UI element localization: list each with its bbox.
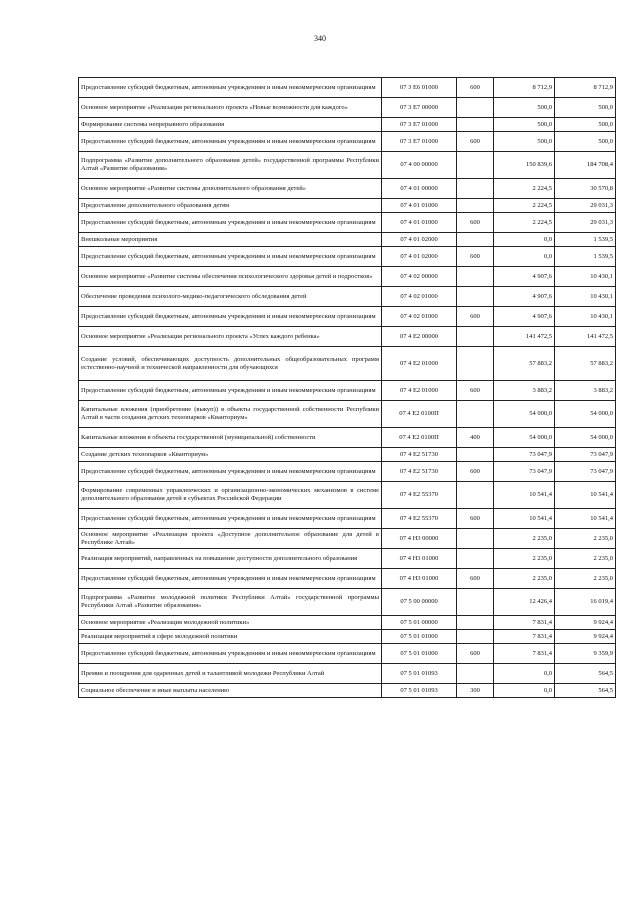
table-row <box>79 644 616 664</box>
row-amount-2: 8 712,9 <box>555 78 616 98</box>
row-code: 07 3 E7 01000 <box>382 132 457 152</box>
row-expense-type <box>457 347 494 381</box>
row-amount-2: 564,5 <box>555 664 616 684</box>
row-name: Предоставление субсидий бюджетным, автономным учреждениям и иным некоммерческим организациям <box>79 509 382 529</box>
row-code: 07 4 Н3 00000 <box>382 529 457 549</box>
row-code: 07 4 E2 00000 <box>382 327 457 347</box>
row-code: 07 4 E2 01000 <box>382 347 457 381</box>
row-amount-1: 2 235,0 <box>494 569 555 589</box>
row-name: Основное мероприятие «Развитие системы обеспечения психологического здоровья детей и подростков» <box>79 267 382 287</box>
row-amount-2: 10 430,1 <box>555 307 616 327</box>
row-expense-type: 600 <box>457 247 494 267</box>
row-amount-1: 57 883,2 <box>494 347 555 381</box>
row-amount-1: 2 235,0 <box>494 529 555 549</box>
row-expense-type: 600 <box>457 78 494 98</box>
row-amount-1: 4 907,6 <box>494 307 555 327</box>
row-amount-2: 9 359,9 <box>555 644 616 664</box>
table-row <box>79 509 616 529</box>
table-row <box>79 347 616 381</box>
row-amount-1: 0,0 <box>494 664 555 684</box>
row-code: 07 5 01 00000 <box>382 616 457 630</box>
row-code: 07 4 01 02000 <box>382 247 457 267</box>
table-row <box>79 482 616 509</box>
row-name: Предоставление субсидий бюджетным, автономным учреждениям и иным некоммерческим организациям <box>79 307 382 327</box>
row-code: 07 4 E2 0100П <box>382 428 457 448</box>
row-expense-type <box>457 233 494 247</box>
row-amount-1: 7 831,4 <box>494 630 555 644</box>
row-amount-2: 500,0 <box>555 118 616 132</box>
row-name: Предоставление субсидий бюджетным, автономным учреждениям и иным некоммерческим организациям <box>79 381 382 401</box>
row-name: Реализация мероприятий, направленных на повышение доступности дополнительного образования <box>79 549 382 569</box>
row-code: 07 3 E6 01000 <box>382 78 457 98</box>
row-code: 07 5 01 01093 <box>382 684 457 698</box>
row-code: 07 4 E2 51730 <box>382 462 457 482</box>
row-amount-2: 10 541,4 <box>555 509 616 529</box>
row-amount-2: 10 541,4 <box>555 482 616 509</box>
table-row <box>79 98 616 118</box>
row-code: 07 4 E2 55370 <box>382 482 457 509</box>
table-row <box>79 529 616 549</box>
row-name: Формирование системы непрерывного образования <box>79 118 382 132</box>
row-amount-2: 1 539,5 <box>555 247 616 267</box>
row-code: 07 3 E7 00000 <box>382 98 457 118</box>
row-amount-2: 9 924,4 <box>555 616 616 630</box>
table-row <box>79 118 616 132</box>
row-amount-1: 2 224,5 <box>494 179 555 199</box>
row-expense-type <box>457 529 494 549</box>
row-code: 07 5 00 00000 <box>382 589 457 616</box>
row-amount-1: 73 047,9 <box>494 462 555 482</box>
budget-table <box>78 77 616 698</box>
page-number: 340 <box>314 34 326 43</box>
row-name: Предоставление дополнительного образования детям <box>79 199 382 213</box>
row-amount-2: 2 235,0 <box>555 549 616 569</box>
row-expense-type: 300 <box>457 684 494 698</box>
row-expense-type <box>457 152 494 179</box>
row-expense-type: 400 <box>457 428 494 448</box>
row-code: 07 4 01 02000 <box>382 233 457 247</box>
row-amount-1: 500,0 <box>494 98 555 118</box>
row-amount-1: 0,0 <box>494 233 555 247</box>
row-amount-2: 564,5 <box>555 684 616 698</box>
row-code: 07 4 Н3 01000 <box>382 549 457 569</box>
row-expense-type: 600 <box>457 509 494 529</box>
row-name: Предоставление субсидий бюджетным, автономным учреждениям и иным некоммерческим организациям <box>79 462 382 482</box>
table-row <box>79 287 616 307</box>
row-code: 07 5 01 01000 <box>382 630 457 644</box>
row-name: Создание условий, обеспечивающих доступность дополнительных общеобразовательных программ естественно-научной и технической направленности для обучающихся <box>79 347 382 381</box>
table-row <box>79 616 616 630</box>
row-amount-2: 54 000,0 <box>555 401 616 428</box>
row-amount-1: 500,0 <box>494 118 555 132</box>
row-amount-1: 10 541,4 <box>494 509 555 529</box>
row-amount-2: 73 047,9 <box>555 448 616 462</box>
table-row <box>79 267 616 287</box>
row-expense-type <box>457 98 494 118</box>
row-code: 07 4 E2 01000 <box>382 381 457 401</box>
row-amount-2: 141 472,5 <box>555 327 616 347</box>
row-amount-1: 3 883,2 <box>494 381 555 401</box>
row-amount-1: 12 426,4 <box>494 589 555 616</box>
row-amount-1: 141 472,5 <box>494 327 555 347</box>
row-amount-1: 4 907,6 <box>494 287 555 307</box>
row-name: Основное мероприятие «Реализация проекта «Доступное дополнительное образование для детей в Республике Алтай» <box>79 529 382 549</box>
row-expense-type: 600 <box>457 644 494 664</box>
row-amount-2: 184 708,4 <box>555 152 616 179</box>
row-expense-type <box>457 630 494 644</box>
table-row <box>79 549 616 569</box>
table-row <box>79 233 616 247</box>
table-row <box>79 213 616 233</box>
row-expense-type: 600 <box>457 381 494 401</box>
table-row <box>79 569 616 589</box>
row-amount-2: 1 539,5 <box>555 233 616 247</box>
row-expense-type <box>457 287 494 307</box>
row-amount-1: 4 907,6 <box>494 267 555 287</box>
row-name: Реализация мероприятий в сфере молодежной политики <box>79 630 382 644</box>
row-name: Капитальные вложения в объекты государственной (муниципальной) собственности <box>79 428 382 448</box>
row-amount-2: 9 924,4 <box>555 630 616 644</box>
row-expense-type <box>457 327 494 347</box>
table-row <box>79 428 616 448</box>
row-code: 07 5 01 01093 <box>382 664 457 684</box>
row-amount-2: 29 031,3 <box>555 199 616 213</box>
row-amount-1: 10 541,4 <box>494 482 555 509</box>
row-amount-1: 2 224,5 <box>494 213 555 233</box>
row-expense-type <box>457 179 494 199</box>
row-code: 07 4 02 01000 <box>382 287 457 307</box>
row-name: Основное мероприятие «Развитие системы дополнительного образования детей» <box>79 179 382 199</box>
row-name: Подпрограмма «Развитие дополнительного образования детей» государственной программы Республики Алтай «Развитие образования» <box>79 152 382 179</box>
table-row <box>79 179 616 199</box>
row-amount-1: 7 831,4 <box>494 644 555 664</box>
table-row <box>79 664 616 684</box>
row-name: Основное мероприятие «Реализация регионального проекта «Новые возможности для каждого» <box>79 98 382 118</box>
row-amount-1: 8 712,9 <box>494 78 555 98</box>
row-expense-type <box>457 664 494 684</box>
row-name: Предоставление субсидий бюджетным, автономным учреждениям и иным некоммерческим организациям <box>79 213 382 233</box>
row-expense-type <box>457 401 494 428</box>
row-expense-type <box>457 199 494 213</box>
row-expense-type <box>457 549 494 569</box>
row-amount-2: 10 430,1 <box>555 267 616 287</box>
row-expense-type <box>457 118 494 132</box>
row-amount-2: 2 235,0 <box>555 529 616 549</box>
table-row <box>79 132 616 152</box>
row-code: 07 5 01 01000 <box>382 644 457 664</box>
row-amount-1: 54 000,0 <box>494 428 555 448</box>
table-row <box>79 327 616 347</box>
row-amount-1: 500,0 <box>494 132 555 152</box>
table-row <box>79 589 616 616</box>
row-code: 07 4 E2 0100П <box>382 401 457 428</box>
row-name: Социальное обеспечение и иные выплаты населению <box>79 684 382 698</box>
row-amount-1: 2 224,5 <box>494 199 555 213</box>
row-amount-1: 73 047,9 <box>494 448 555 462</box>
row-expense-type <box>457 482 494 509</box>
table-row <box>79 462 616 482</box>
table-row <box>79 630 616 644</box>
table-row <box>79 401 616 428</box>
row-amount-2: 30 570,8 <box>555 179 616 199</box>
table-row <box>79 78 616 98</box>
table-row <box>79 247 616 267</box>
row-code: 07 4 01 01000 <box>382 199 457 213</box>
row-name: Подпрограмма «Развитие молодежной политики Республики Алтай» государственной программы Республики Алтай «Развитие образования» <box>79 589 382 616</box>
row-name: Формирование современных управленческих и организационно-экономических механизмов в системе дополнительного образования детей в субъектах Российской Федерации <box>79 482 382 509</box>
row-name: Капитальные вложения (приобретение (выкуп)) в объекты государственной собственности Республики Алтай в части создания детских технопарков «Кванториум» <box>79 401 382 428</box>
row-amount-2: 73 047,9 <box>555 462 616 482</box>
row-amount-2: 16 019,4 <box>555 589 616 616</box>
row-name: Премии и поощрения для одаренных детей и талантливой молодежи Республики Алтай <box>79 664 382 684</box>
row-name: Предоставление субсидий бюджетным, автономным учреждениям и иным некоммерческим организациям <box>79 247 382 267</box>
row-code: 07 4 Н3 01000 <box>382 569 457 589</box>
row-code: 07 4 01 01000 <box>382 213 457 233</box>
row-amount-1: 7 831,4 <box>494 616 555 630</box>
table-row <box>79 381 616 401</box>
row-expense-type <box>457 448 494 462</box>
row-name: Предоставление субсидий бюджетным, автономным учреждениям и иным некоммерческим организациям <box>79 78 382 98</box>
row-name: Предоставление субсидий бюджетным, автономным учреждениям и иным некоммерческим организациям <box>79 132 382 152</box>
row-amount-1: 0,0 <box>494 247 555 267</box>
row-amount-2: 29 031,3 <box>555 213 616 233</box>
row-expense-type: 600 <box>457 569 494 589</box>
row-name: Обеспечение проведения психолого-медико-педагогического обследования детей <box>79 287 382 307</box>
row-name: Основное мероприятие «Реализация регионального проекта «Успех каждого ребенка» <box>79 327 382 347</box>
table-row <box>79 199 616 213</box>
row-name: Предоставление субсидий бюджетным, автономным учреждениям и иным некоммерческим организациям <box>79 644 382 664</box>
row-amount-2: 500,0 <box>555 98 616 118</box>
row-name: Предоставление субсидий бюджетным, автономным учреждениям и иным некоммерческим организациям <box>79 569 382 589</box>
row-amount-2: 57 883,2 <box>555 347 616 381</box>
row-expense-type <box>457 616 494 630</box>
table-row <box>79 448 616 462</box>
budget-table-body <box>79 78 616 698</box>
row-amount-1: 0,0 <box>494 684 555 698</box>
row-amount-2: 54 000,0 <box>555 428 616 448</box>
row-expense-type: 600 <box>457 132 494 152</box>
row-expense-type: 600 <box>457 307 494 327</box>
row-name: Создание детских технопарков «Кванториум» <box>79 448 382 462</box>
row-code: 07 4 E2 55370 <box>382 509 457 529</box>
row-amount-2: 10 430,1 <box>555 287 616 307</box>
row-amount-1: 150 839,6 <box>494 152 555 179</box>
row-expense-type: 600 <box>457 462 494 482</box>
row-amount-2: 500,0 <box>555 132 616 152</box>
row-code: 07 3 E7 01000 <box>382 118 457 132</box>
table-row <box>79 307 616 327</box>
row-name: Основное мероприятие «Реализация молодежной политики» <box>79 616 382 630</box>
table-row <box>79 152 616 179</box>
table-row <box>79 684 616 698</box>
row-amount-1: 2 235,0 <box>494 549 555 569</box>
row-expense-type <box>457 267 494 287</box>
row-amount-2: 2 235,0 <box>555 569 616 589</box>
row-code: 07 4 02 00000 <box>382 267 457 287</box>
row-amount-1: 54 000,0 <box>494 401 555 428</box>
row-code: 07 4 E2 51730 <box>382 448 457 462</box>
row-code: 07 4 00 00000 <box>382 152 457 179</box>
row-name: Внешкольные мероприятия <box>79 233 382 247</box>
row-code: 07 4 02 01000 <box>382 307 457 327</box>
row-code: 07 4 01 00000 <box>382 179 457 199</box>
row-amount-2: 3 883,2 <box>555 381 616 401</box>
row-expense-type <box>457 589 494 616</box>
row-expense-type: 600 <box>457 213 494 233</box>
